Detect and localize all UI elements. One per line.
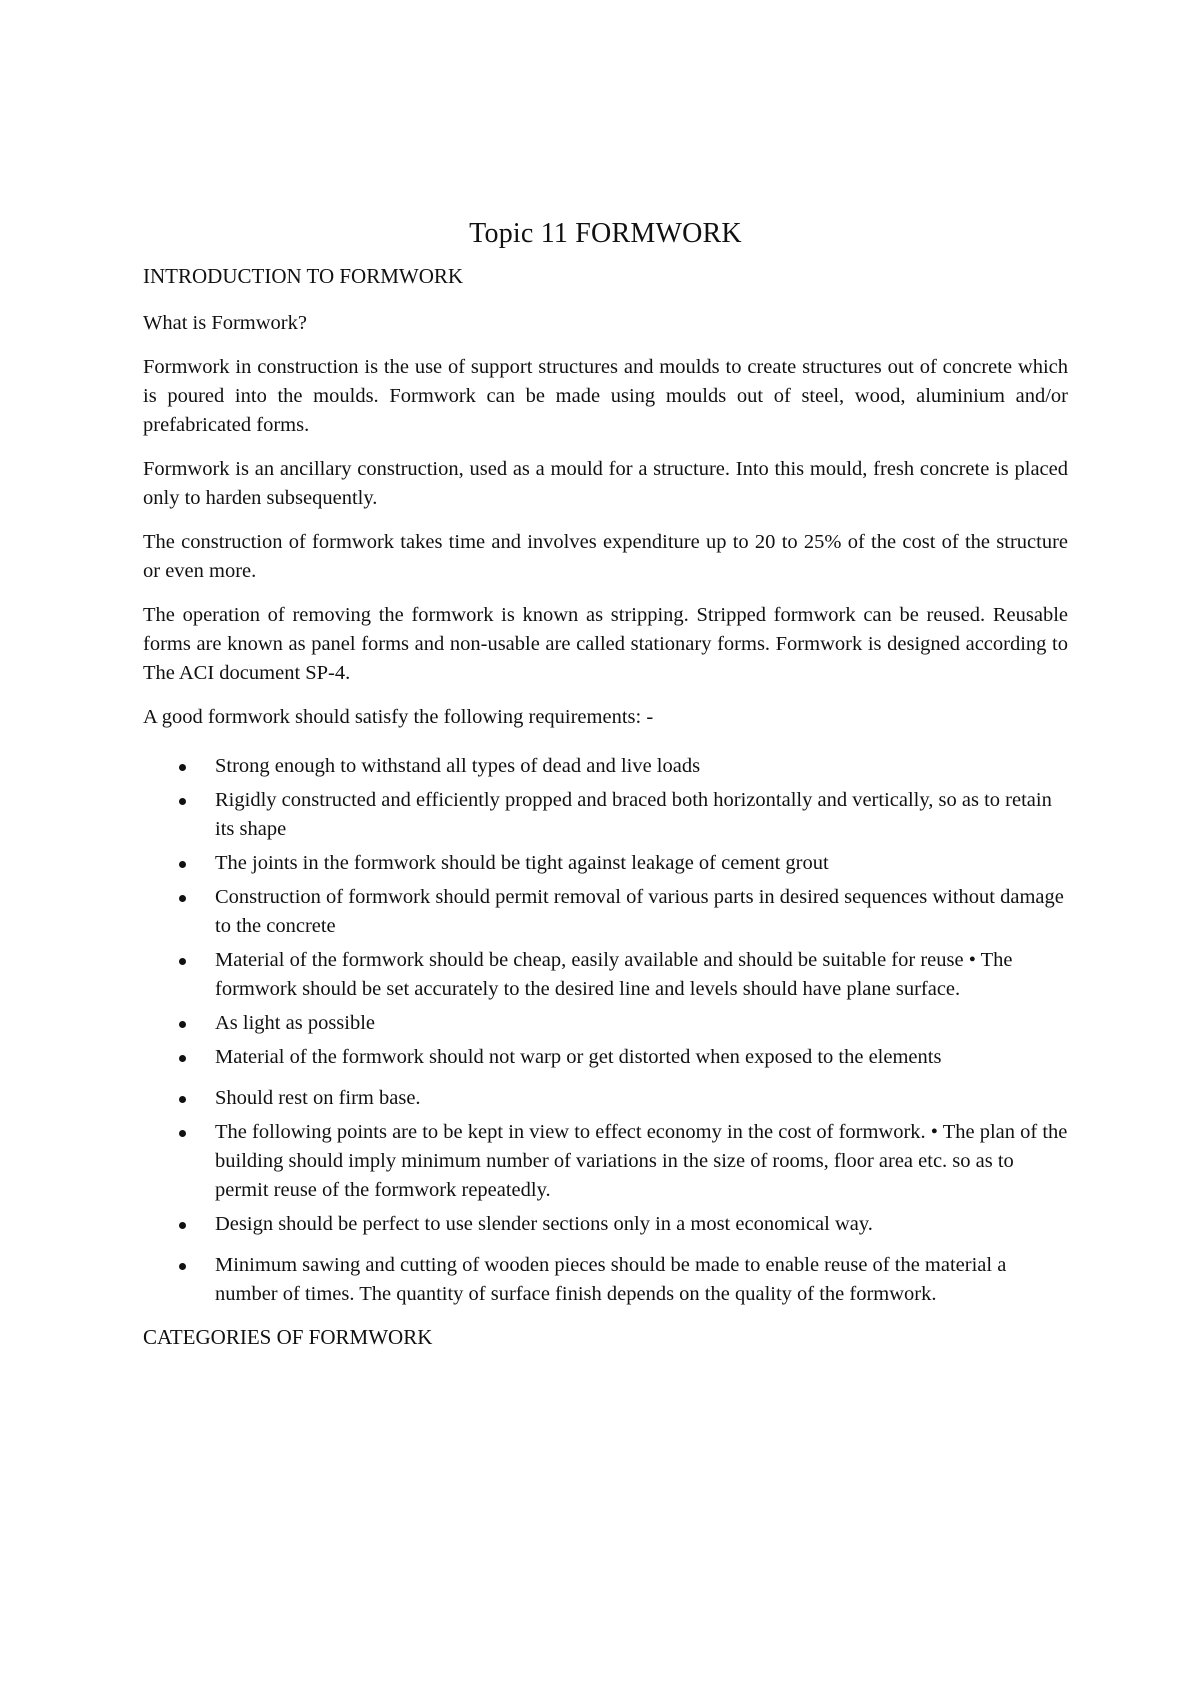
list-item: Design should be perfect to use slender sections only in a most economical way. (215, 1210, 1068, 1239)
stripping-paragraph: The operation of removing the formwork is known as stripping. Stripped formwork can be reused. Reusable forms are known as panel forms and non-usable are called stationary forms. Formwork is designed according to The ACI document SP-4. (143, 604, 1068, 684)
requirements-intro: A good formwork should satisfy the following requirements: - (143, 706, 654, 728)
intro-heading: INTRODUCTION TO FORMWORK (143, 264, 464, 288)
question-paragraph: What is Formwork? (143, 312, 307, 334)
bullet-icon (179, 1222, 186, 1229)
bullet-icon (179, 798, 186, 805)
bullet-icon (179, 958, 186, 965)
document-page (143, 218, 1068, 1350)
bullet-icon (179, 1096, 186, 1103)
ancillary-paragraph: Formwork is an ancillary construction, used as a mould for a structure. Into this mould, fresh concrete is placed only to harden subsequently. (143, 458, 1068, 509)
list-item: Rigidly constructed and efficiently propped and braced both horizontally and vertically, so as to retain its shape (215, 786, 1068, 844)
list-item: Strong enough to withstand all types of dead and live loads (215, 752, 1068, 781)
definition-paragraph: Formwork in construction is the use of support structures and moulds to create structures out of concrete which is poured into the moulds. Formwork can be made using moulds out of steel, wood, aluminium and/or prefabricated forms. (143, 356, 1068, 436)
list-item: Minimum sawing and cutting of wooden pieces should be made to enable reuse of the material a number of times. The quantity of surface finish depends on the quality of the formwork. (215, 1251, 1068, 1309)
cost-paragraph: The construction of formwork takes time and involves expenditure up to 20 to 25% of the cost of the structure or even more. (143, 531, 1068, 582)
bullet-icon (179, 1055, 186, 1062)
bullet-icon (179, 1021, 186, 1028)
list-item: Construction of formwork should permit removal of various parts in desired sequences without damage to the concrete (215, 883, 1068, 941)
list-item: Material of the formwork should not warp or get distorted when exposed to the elements (215, 1043, 1068, 1072)
bullet-icon (179, 861, 186, 868)
list-item: Material of the formwork should be cheap, easily available and should be suitable for reuse • The formwork should be set accurately to the desired line and levels should have plane surface. (215, 946, 1068, 1004)
list-item: The following points are to be kept in view to effect economy in the cost of formwork. • The plan of the building should imply minimum number of variations in the size of rooms, floor area etc. so as to permit reuse of the formwork repeatedly. (215, 1118, 1068, 1205)
bullet-icon (179, 1263, 186, 1270)
bullet-icon (179, 764, 186, 771)
list-item: As light as possible (215, 1009, 1068, 1038)
bullet-icon (179, 1130, 186, 1137)
categories-heading: CATEGORIES OF FORMWORK (143, 1325, 433, 1349)
bullet-icon (179, 895, 186, 902)
document-title: Topic 11 FORMWORK (469, 218, 742, 249)
list-item: The joints in the formwork should be tight against leakage of cement grout (215, 849, 1068, 878)
list-item: Should rest on firm base. (215, 1084, 1068, 1113)
requirements-list (143, 752, 1068, 1309)
